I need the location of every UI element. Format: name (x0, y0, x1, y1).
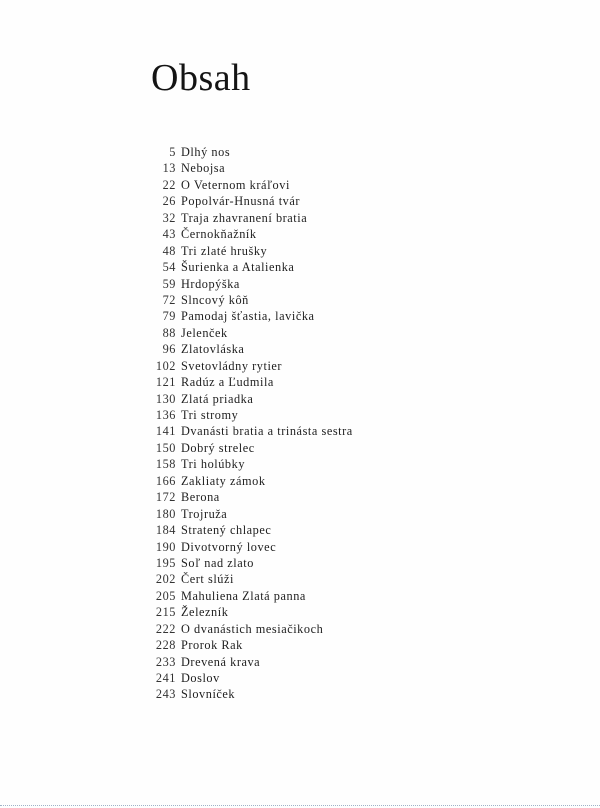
toc-title: Svetovládny rytier (181, 358, 283, 373)
toc-page-number: 215 (155, 605, 176, 620)
toc-entry (120, 539, 440, 555)
toc-entry (120, 423, 440, 439)
toc-page-number: 22 (162, 177, 176, 192)
toc-page-number: 202 (155, 572, 176, 587)
toc-page-number: 43 (162, 227, 176, 242)
toc-page-number: 54 (162, 260, 176, 275)
toc-page-number: 26 (162, 194, 176, 209)
toc-title: Pamodaj šťastia, lavička (181, 309, 315, 324)
toc-title: Drevená krava (181, 654, 261, 669)
toc-entry (120, 555, 440, 571)
toc-entry (120, 341, 440, 357)
toc-title: Stratený chlapec (181, 523, 272, 538)
toc-entry (120, 259, 440, 275)
toc-entry (120, 374, 440, 390)
toc-entry (120, 144, 440, 160)
toc-entry (120, 391, 440, 407)
toc-title: Doslov (181, 671, 220, 685)
toc-page-number: 172 (155, 490, 176, 505)
toc-title: Mahuliena Zlatá panna (181, 588, 306, 603)
toc-entry (120, 308, 440, 324)
page-title: Obsah (151, 57, 251, 99)
toc-title: Prorok Rak (181, 638, 243, 653)
toc-entry (120, 670, 440, 686)
toc-page-number: 130 (155, 391, 176, 406)
toc-entry (120, 243, 440, 259)
toc-title: Tri zlaté hrušky (181, 243, 268, 258)
toc-entry (120, 276, 440, 292)
toc-entry (120, 160, 440, 176)
toc-page-number: 96 (162, 342, 176, 357)
toc-page-number: 121 (155, 375, 176, 390)
toc-page-number: 48 (162, 243, 176, 258)
toc-page-number: 241 (155, 671, 176, 685)
toc-page-number: 243 (155, 687, 176, 702)
toc-title: Slncový kôň (181, 292, 249, 307)
toc-entry (120, 637, 440, 653)
toc-entry (120, 292, 440, 308)
toc-page-number: 102 (155, 358, 176, 373)
toc-title: Trojruža (181, 506, 228, 521)
toc-title: Radúz a Ľudmila (181, 375, 274, 390)
toc-title: Dobrý strelec (181, 440, 255, 455)
toc-page-number: 5 (169, 145, 176, 159)
toc-title: Nebojsa (181, 161, 226, 176)
toc-entry (120, 456, 440, 472)
toc-page-number: 150 (155, 440, 176, 455)
toc-entry (120, 325, 440, 341)
scan-edge-divider (0, 805, 600, 806)
toc-page-number: 184 (155, 523, 176, 538)
toc-page-number: 79 (162, 309, 176, 324)
toc-title: Tri stromy (181, 408, 239, 422)
table-of-contents (120, 144, 440, 703)
toc-entry (120, 407, 440, 423)
toc-entry (120, 210, 440, 226)
toc-title: Jelenček (181, 325, 228, 340)
toc-entry (120, 571, 440, 587)
toc-entry (120, 604, 440, 620)
toc-entry (120, 358, 440, 374)
toc-entry (120, 177, 440, 193)
toc-entry (120, 473, 440, 489)
toc-entry (120, 588, 440, 604)
toc-page-number: 233 (155, 654, 176, 669)
toc-page-number: 205 (155, 588, 176, 603)
toc-page-number: 88 (162, 325, 176, 340)
toc-page-number: 141 (155, 424, 176, 439)
toc-entry (120, 440, 440, 456)
toc-title: Černokňažník (181, 227, 257, 242)
toc-title: O dvanástich mesiačikoch (181, 621, 324, 636)
toc-entry (120, 522, 440, 538)
toc-page-number: 195 (155, 555, 176, 570)
toc-title: Tri holúbky (181, 457, 246, 472)
toc-page-number: 190 (155, 539, 176, 554)
toc-entry (120, 654, 440, 670)
toc-page-number: 32 (162, 210, 176, 225)
toc-title: Dvanásti bratia a trinásta sestra (181, 424, 353, 439)
toc-entry (120, 489, 440, 505)
toc-page-number: 72 (162, 292, 176, 307)
toc-title: Šurienka a Atalienka (181, 260, 295, 275)
toc-title: Traja zhavranení bratia (181, 210, 308, 225)
toc-title: Zlatá priadka (181, 391, 254, 406)
toc-title: Čert slúži (181, 572, 234, 587)
toc-page-number: 136 (155, 408, 176, 422)
toc-title: Hrdopýška (181, 276, 240, 291)
toc-entry (120, 506, 440, 522)
toc-title: Zlatovláska (181, 342, 245, 357)
toc-title: Zakliaty zámok (181, 473, 266, 488)
toc-entry (120, 226, 440, 242)
toc-page-number: 222 (155, 621, 176, 636)
toc-title: Slovníček (181, 687, 236, 702)
toc-title: Divotvorný lovec (181, 539, 277, 554)
toc-title: Popolvár-Hnusná tvár (181, 194, 301, 209)
toc-entry (120, 193, 440, 209)
toc-page-number: 228 (155, 638, 176, 653)
toc-title: O Veternom kráľovi (181, 177, 290, 192)
toc-page-number: 166 (155, 473, 176, 488)
toc-page-number: 13 (162, 161, 176, 176)
toc-title: Železník (181, 605, 229, 620)
toc-title: Berona (181, 490, 220, 505)
toc-entry (120, 621, 440, 637)
toc-title: Soľ nad zlato (181, 555, 254, 570)
toc-title: Dlhý nos (181, 145, 231, 159)
toc-page-number: 59 (162, 276, 176, 291)
toc-page-number: 180 (155, 506, 176, 521)
toc-page-number: 158 (155, 457, 176, 472)
toc-entry (120, 686, 440, 702)
